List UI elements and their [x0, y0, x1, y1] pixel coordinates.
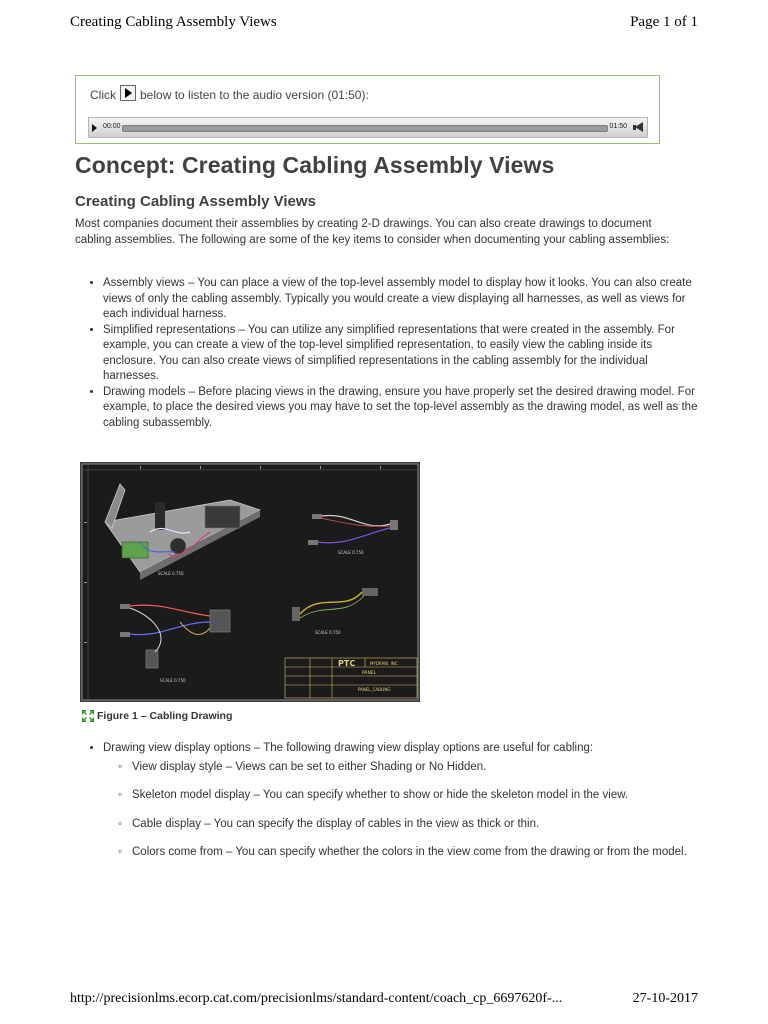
- list-item: ◦ View display style – Views can be set to either Shading or No Hidden.: [115, 760, 703, 776]
- title-block-company: MYDRAW, INC.: [370, 661, 399, 666]
- audio-panel: [75, 75, 660, 144]
- title-block-brand: PTC: [338, 659, 356, 668]
- title-block-drawing-name: PANEL_CABLING: [358, 687, 391, 692]
- display-options-list: [85, 741, 703, 874]
- volume-icon[interactable]: [633, 122, 643, 133]
- list-item: [103, 741, 703, 861]
- svg-text:SCALE 0.750: SCALE 0.750: [158, 571, 184, 576]
- display-options-sublist: [103, 760, 703, 861]
- figure-caption: [81, 709, 232, 723]
- print-header: [70, 14, 698, 31]
- audio-prefix: Click: [90, 88, 116, 102]
- expand-icon[interactable]: [81, 709, 95, 723]
- display-options-intro: Drawing view display options – The following drawing view display options are useful for cabling:: [103, 742, 594, 754]
- section-heading: Creating Cabling Assembly Views: [75, 193, 316, 210]
- intro-paragraph: Most companies document their assemblies by creating 2-D drawings. You can also create drawings to document cabling assemblies. The following are some of the key items to consider when documenting your cabling assemblies:: [75, 218, 670, 246]
- audio-suffix: below to listen to the audio version (01:50):: [140, 88, 369, 102]
- list-item: ◦ Colors come from – You can specify whether the colors in the view come from the drawing or from the model.: [115, 845, 703, 861]
- print-footer: [70, 991, 698, 1007]
- elapsed-time: 00:00: [103, 123, 121, 130]
- list-item: • Drawing models – Before placing views in the drawing, ensure you have properly set the desired drawing model. For example, to place the desired views you may have to set the top-level assembly as the drawing model, as well as the cabling subassembly.: [103, 385, 703, 432]
- cabling-drawing-image: [80, 462, 420, 702]
- player-play-icon[interactable]: [92, 124, 97, 132]
- list-item: • Assembly views – You can place a view of the top-level assembly model to display how it looks. You can also create views of only the cabling assembly. Typically you would create a view displaying all harnesses, as well as views for each individual harness.: [103, 276, 703, 323]
- list-item: ◦ Cable display – You can specify the display of cables in the view as thick or thin.: [115, 817, 703, 833]
- print-header-title: Creating Cabling Assembly Views: [70, 14, 277, 30]
- page-title: Concept: Creating Cabling Assembly Views: [75, 152, 555, 178]
- key-items-list: [85, 276, 703, 431]
- footer-url: http://precisionlms.ecorp.cat.com/precisionlms/standard-content/coach_cp_6697620f-...: [70, 991, 563, 1006]
- total-time: 01:50: [609, 123, 627, 130]
- audio-instruction: [90, 87, 369, 103]
- print-page-number: Page 1 of 1: [630, 14, 698, 30]
- play-icon[interactable]: [120, 85, 136, 101]
- list-item: ◦ Skeleton model display – You can specify whether to show or hide the skeleton model in the view.: [115, 788, 703, 804]
- footer-date: 27-10-2017: [632, 991, 698, 1006]
- title-block-part-name: PANEL: [362, 671, 377, 676]
- cabling-drawing-figure: [80, 462, 420, 702]
- list-item: • Simplified representations – You can utilize any simplified representations that were created in the assembly. For example, you can create a view of the top-level simplified representation, to easily view the cabling inside its enclosure. You can also create views of simplified representations in the cabling assembly for the individual harnesses.: [103, 323, 703, 385]
- svg-text:SCALE 0.750: SCALE 0.750: [160, 678, 186, 683]
- audio-player: [88, 117, 648, 138]
- svg-text:SCALE 0.750: SCALE 0.750: [338, 550, 364, 555]
- svg-text:SCALE 0.750: SCALE 0.750: [315, 630, 341, 635]
- audio-progress-track[interactable]: [122, 125, 608, 132]
- figure-caption-text: Figure 1 – Cabling Drawing: [97, 710, 233, 722]
